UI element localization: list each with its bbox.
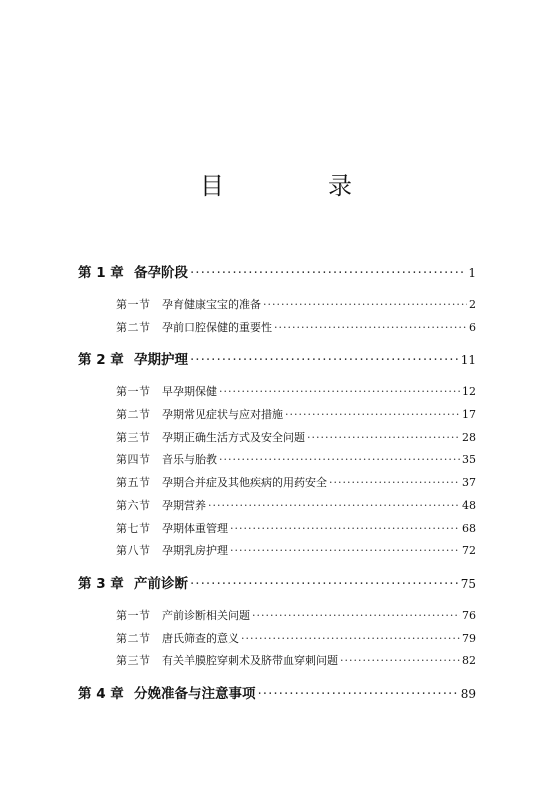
dot-leader xyxy=(190,573,459,595)
dot-leader xyxy=(329,472,460,495)
section-title: 孕前口腔保健的重要性 xyxy=(162,320,272,334)
page-number: 72 xyxy=(462,544,476,558)
page-number: 79 xyxy=(462,631,476,645)
page-number: 48 xyxy=(462,498,476,512)
toc-chapter-4[interactable] xyxy=(78,683,476,705)
toc-section[interactable] xyxy=(78,628,476,651)
page-number: 28 xyxy=(462,430,476,444)
section-title: 音乐与胎教 xyxy=(162,453,217,467)
dot-leader xyxy=(219,449,460,472)
toc-section[interactable] xyxy=(78,518,476,541)
section-number: 第二节 xyxy=(116,631,151,645)
section-number: 第八节 xyxy=(116,544,151,558)
page-number: 89 xyxy=(460,686,476,701)
chapter-number: 第 2 章 xyxy=(78,352,124,369)
chapter-number: 第 4 章 xyxy=(78,685,124,702)
page-number: 2 xyxy=(469,298,476,311)
chapter-title: 备孕阶段 xyxy=(134,265,188,281)
section-title: 产前诊断相关问题 xyxy=(162,608,250,622)
chapter-number: 第 1 章 xyxy=(78,265,124,281)
dot-leader xyxy=(252,605,460,628)
chapter-title: 产前诊断 xyxy=(134,575,188,592)
toc-chapter-3[interactable] xyxy=(78,573,476,595)
dot-leader xyxy=(190,262,466,284)
section-title: 有关羊膜腔穿刺术及脐带血穿刺问题 xyxy=(162,654,338,668)
dot-leader xyxy=(190,349,459,371)
dot-leader xyxy=(263,294,467,317)
dot-leader xyxy=(230,540,460,563)
section-title: 孕期合并症及其他疾病的用药安全 xyxy=(162,476,327,490)
chapter-number: 第 3 章 xyxy=(78,575,124,592)
toc-section[interactable] xyxy=(78,381,476,404)
toc-section[interactable] xyxy=(78,449,476,472)
section-title: 孕育健康宝宝的准备 xyxy=(162,298,261,311)
section-number: 第四节 xyxy=(116,453,151,467)
page-number: 11 xyxy=(460,353,476,368)
dot-leader xyxy=(274,317,467,340)
toc-section[interactable] xyxy=(78,540,476,563)
page-number: 76 xyxy=(462,608,476,622)
page-number: 75 xyxy=(460,576,476,591)
dot-leader xyxy=(230,518,460,541)
chapter-title: 分娩准备与注意事项 xyxy=(134,685,256,702)
page-number: 6 xyxy=(469,320,476,334)
page-number: 68 xyxy=(462,521,476,535)
page-title: 目 录 xyxy=(200,172,392,200)
toc-section[interactable] xyxy=(78,472,476,495)
dot-leader xyxy=(307,427,460,450)
toc-section[interactable] xyxy=(78,294,476,317)
page-number: 82 xyxy=(462,654,476,668)
toc-section[interactable] xyxy=(78,650,476,673)
dot-leader xyxy=(241,628,460,651)
chapter-title: 孕期护理 xyxy=(134,352,188,369)
section-number: 第三节 xyxy=(116,430,151,444)
section-title: 孕期体重管理 xyxy=(162,521,228,535)
section-number: 第一节 xyxy=(116,298,151,311)
dot-leader xyxy=(340,650,460,673)
section-number: 第六节 xyxy=(116,498,151,512)
section-number: 第五节 xyxy=(116,476,151,490)
section-number: 第二节 xyxy=(116,320,151,334)
page-number: 1 xyxy=(468,266,476,280)
section-title: 孕期正确生活方式及安全问题 xyxy=(162,430,305,444)
section-number: 第二节 xyxy=(116,408,151,422)
toc-section[interactable] xyxy=(78,404,476,427)
dot-leader xyxy=(219,381,460,404)
section-number: 第一节 xyxy=(116,608,151,622)
page-number: 17 xyxy=(462,408,476,422)
toc-chapter-1[interactable] xyxy=(78,262,476,284)
toc-section[interactable] xyxy=(78,427,476,450)
toc-section[interactable] xyxy=(78,605,476,628)
section-title: 唐氏筛查的意义 xyxy=(162,631,239,645)
section-title: 孕期乳房护理 xyxy=(162,544,228,558)
page-number: 37 xyxy=(462,476,476,490)
section-number: 第一节 xyxy=(116,385,151,399)
section-number: 第七节 xyxy=(116,521,151,535)
section-title: 孕期常见症状与应对措施 xyxy=(162,408,283,422)
dot-leader xyxy=(208,495,460,518)
section-number: 第三节 xyxy=(116,654,151,668)
toc-section[interactable] xyxy=(78,317,476,340)
dot-leader xyxy=(258,683,459,705)
section-title: 早孕期保健 xyxy=(162,385,217,399)
page-number: 12 xyxy=(462,385,476,399)
table-of-contents xyxy=(78,262,476,705)
dot-leader xyxy=(285,404,460,427)
section-title: 孕期营养 xyxy=(162,498,206,512)
page-number: 35 xyxy=(462,453,476,467)
toc-chapter-2[interactable] xyxy=(78,349,476,371)
toc-section[interactable] xyxy=(78,495,476,518)
